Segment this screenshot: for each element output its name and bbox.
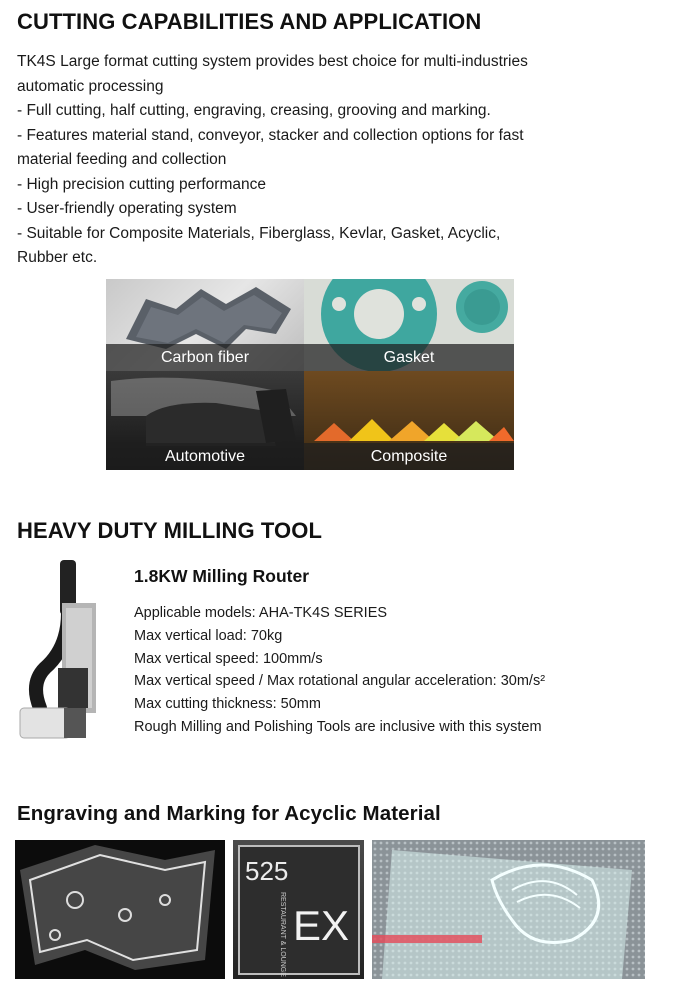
milling-router-title: 1.8KW Milling Router	[134, 566, 309, 586]
description-line: - Suitable for Composite Materials, Fiberglass, Kevlar, Gasket, Acyclic,	[17, 224, 501, 242]
milling-router-icon	[0, 558, 112, 753]
description-line: automatic processing	[17, 77, 164, 95]
acrylic-parts-image	[15, 840, 225, 979]
tile-caption: Automotive	[106, 443, 304, 470]
spec-line: Max vertical load: 70kg	[134, 627, 283, 644]
acrylic-engraving-photo	[372, 840, 645, 979]
spec-line: Applicable models: AHA-TK4S SERIES	[134, 605, 388, 621]
description-line: Rubber etc.	[17, 249, 98, 266]
spec-line: Max vertical speed / Max rotational angular acceleration: 30m/s²	[134, 673, 546, 690]
description-line: - User-friendly operating system	[17, 200, 237, 217]
description-line: - Features material stand, conveyor, stacker and collection options for fast	[17, 126, 524, 144]
cutting-description	[17, 50, 617, 271]
description-line: material feeding and collection	[17, 151, 227, 168]
tile-carbon-fiber	[106, 279, 304, 371]
description-line: - High precision cutting performance	[17, 175, 266, 193]
sign-number: 525	[245, 856, 289, 886]
description-line: - Full cutting, half cutting, engraving, creasing, grooving and marking.	[17, 102, 491, 119]
tile-caption: Gasket	[304, 344, 514, 371]
tile-caption: Carbon fiber	[106, 344, 304, 371]
acrylic-parts-photo	[15, 840, 225, 979]
milling-router-image	[0, 558, 112, 753]
section-title-milling: HEAVY DUTY MILLING TOOL	[17, 518, 323, 543]
tile-caption: Composite	[304, 443, 514, 470]
acrylic-sign-photo	[233, 840, 364, 979]
acrylic-engraving-image	[372, 840, 645, 979]
spec-line: Max vertical speed: 100mm/s	[134, 650, 323, 667]
spec-line: Max cutting thickness: 50mm	[134, 696, 321, 713]
acrylic-sign-image	[233, 840, 364, 979]
milling-specs	[134, 602, 545, 739]
tile-automotive	[106, 371, 304, 470]
sign-side-text: RESTAURANT & LOUNGE	[279, 892, 286, 977]
sign-letters: EX	[293, 902, 350, 949]
section-title-engraving: Engraving and Marking for Acyclic Material	[17, 802, 441, 825]
tile-gasket	[304, 279, 514, 371]
section-title-cutting: CUTTING CAPABILITIES AND APPLICATION	[17, 9, 482, 34]
spec-line: Rough Milling and Polishing Tools are inclusive with this system	[134, 718, 542, 735]
tile-composite	[304, 371, 514, 470]
description-line: TK4S Large format cutting system provides best choice for multi-industries	[17, 53, 528, 70]
